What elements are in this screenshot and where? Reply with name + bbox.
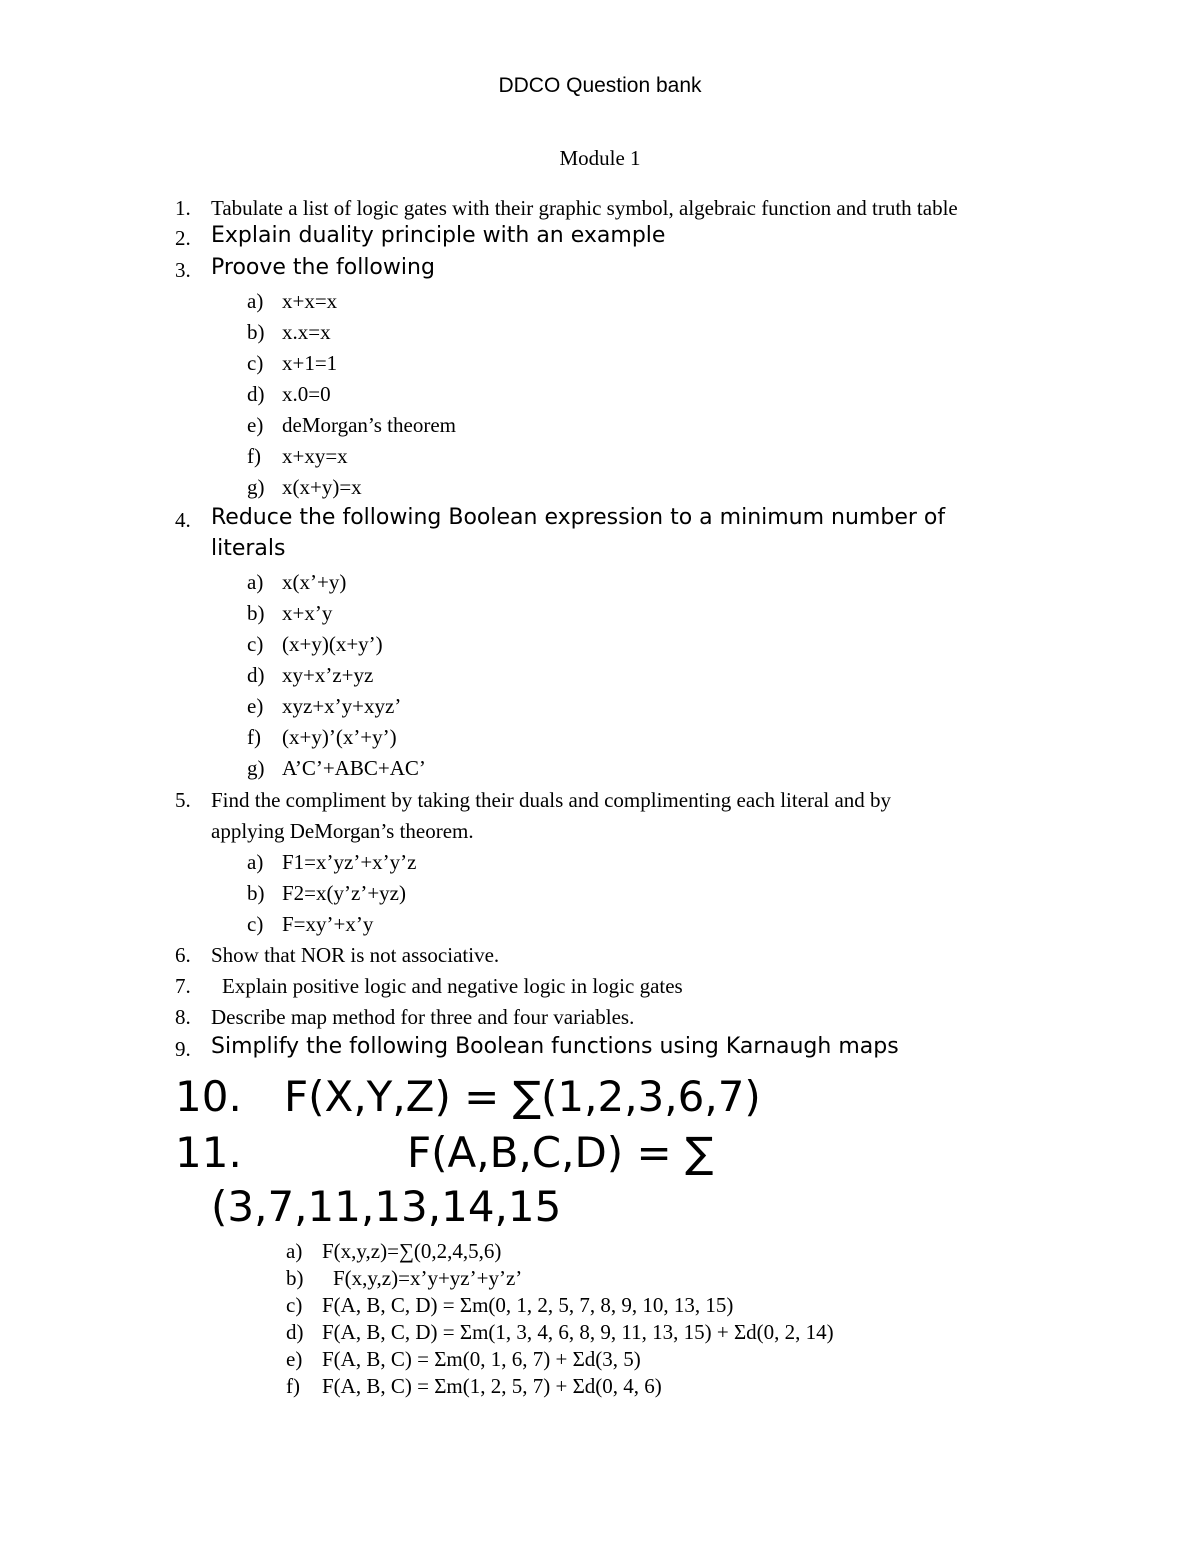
question-number: 1. (175, 196, 191, 220)
question-number: 11. (175, 1128, 242, 1177)
question-text: Explain duality principle with an example (211, 223, 666, 248)
question-text-continued: applying DeMorgan’s theorem. (211, 819, 474, 843)
sub-item-label: e) (247, 694, 264, 718)
sub-item-label: d) (286, 1320, 304, 1344)
question-number: 5. (175, 788, 191, 812)
sub-item-label: a) (247, 570, 264, 594)
sub-item-label: b) (247, 601, 265, 625)
sub-item-label: e) (286, 1347, 303, 1371)
sub-item-label: b) (286, 1266, 304, 1290)
sub-item-label: a) (247, 289, 264, 313)
sub-item-text: deMorgan’s theorem (282, 413, 456, 437)
sub-item-label: b) (247, 320, 265, 344)
sub-item-text: F(x,y,z)=∑(0,2,4,5,6) (322, 1239, 502, 1263)
sub-item-text: (x+y)(x+y’) (282, 632, 383, 656)
question-text: Show that NOR is not associative. (211, 943, 500, 967)
question-text: Find the compliment by taking their duals and complimenting each literal and by (211, 788, 892, 812)
question-text: Tabulate a list of logic gates with their graphic symbol, algebraic function and truth table (211, 196, 958, 220)
question-number: 8. (175, 1005, 191, 1029)
sub-item-text: F1=x’yz’+x’y’z (282, 850, 417, 874)
question-text: Proove the following (211, 255, 435, 280)
sub-item-label: d) (247, 663, 265, 687)
question-number: 9. (175, 1037, 191, 1061)
question-text: F(X,Y,Z) = ∑(1,2,3,6,7) (284, 1072, 761, 1121)
question-number: 6. (175, 943, 191, 967)
sub-item-label: c) (247, 632, 264, 656)
sub-item-text: F2=x(y’z’+yz) (282, 881, 406, 905)
sub-item-text: F=xy’+x’y (282, 912, 374, 936)
sub-item-text: F(A, B, C, D) = Σm(0, 1, 2, 5, 7, 8, 9, 10, 13, 15) (322, 1293, 734, 1317)
sub-item-text: x+x=x (282, 289, 338, 313)
sub-item-text: F(x,y,z)=x’y+yz’+y’z’ (333, 1266, 523, 1290)
sub-item-text: x.x=x (282, 320, 331, 344)
sub-item-text: xyz+x’y+xyz’ (282, 694, 402, 718)
question-text: Explain positive logic and negative logic in logic gates (222, 974, 683, 998)
sub-item-text: x(x+y)=x (282, 475, 362, 499)
sub-item-text: (x+y)’(x’+y’) (282, 725, 397, 749)
sub-item-text: x+1=1 (282, 351, 338, 375)
question-text: Describe map method for three and four variables. (211, 1005, 635, 1029)
sub-item-text: F(A, B, C, D) = Σm(1, 3, 4, 6, 8, 9, 11, 13, 15) + Σd(0, 2, 14) (322, 1320, 834, 1344)
question-text: Reduce the following Boolean expression to a minimum number of (211, 505, 946, 530)
question-number: 3. (175, 258, 191, 282)
sub-item-label: c) (247, 912, 264, 936)
question-number: 2. (175, 226, 191, 250)
sub-item-text: A’C’+ABC+AC’ (282, 756, 426, 780)
question-number: 7. (175, 974, 191, 998)
sub-item-label: a) (247, 850, 264, 874)
question-number: 10. (175, 1072, 242, 1121)
document-title: DDCO Question bank (498, 74, 702, 97)
sub-item-text: x.0=0 (282, 382, 331, 406)
sub-item-text: x(x’+y) (282, 570, 347, 594)
sub-item-label: c) (286, 1293, 303, 1317)
module-heading: Module 1 (559, 146, 641, 170)
sub-item-label: g) (247, 756, 265, 780)
question-text: F(A,B,C,D) = ∑ (407, 1128, 714, 1177)
sub-item-label: a) (286, 1239, 303, 1263)
question-text-continued: literals (211, 536, 286, 561)
sub-item-text: x+x’y (282, 601, 333, 625)
sub-item-label: b) (247, 881, 265, 905)
sub-item-text: F(A, B, C) = Σm(0, 1, 6, 7) + Σd(3, 5) (322, 1347, 641, 1371)
sub-item-label: d) (247, 382, 265, 406)
sub-item-text: x+xy=x (282, 444, 348, 468)
sub-item-label: f) (247, 444, 261, 468)
sub-item-label: c) (247, 351, 264, 375)
sub-item-label: f) (286, 1374, 300, 1398)
question-number: 4. (175, 508, 191, 532)
question-text-continued: (3,7,11,13,14,15 (211, 1182, 562, 1231)
question-text: Simplify the following Boolean functions using Karnaugh maps (211, 1034, 899, 1059)
sub-item-text: xy+x’z+yz (282, 663, 374, 687)
sub-item-label: e) (247, 413, 264, 437)
sub-item-text: F(A, B, C) = Σm(1, 2, 5, 7) + Σd(0, 4, 6) (322, 1374, 662, 1398)
sub-item-label: f) (247, 725, 261, 749)
sub-item-label: g) (247, 475, 265, 499)
